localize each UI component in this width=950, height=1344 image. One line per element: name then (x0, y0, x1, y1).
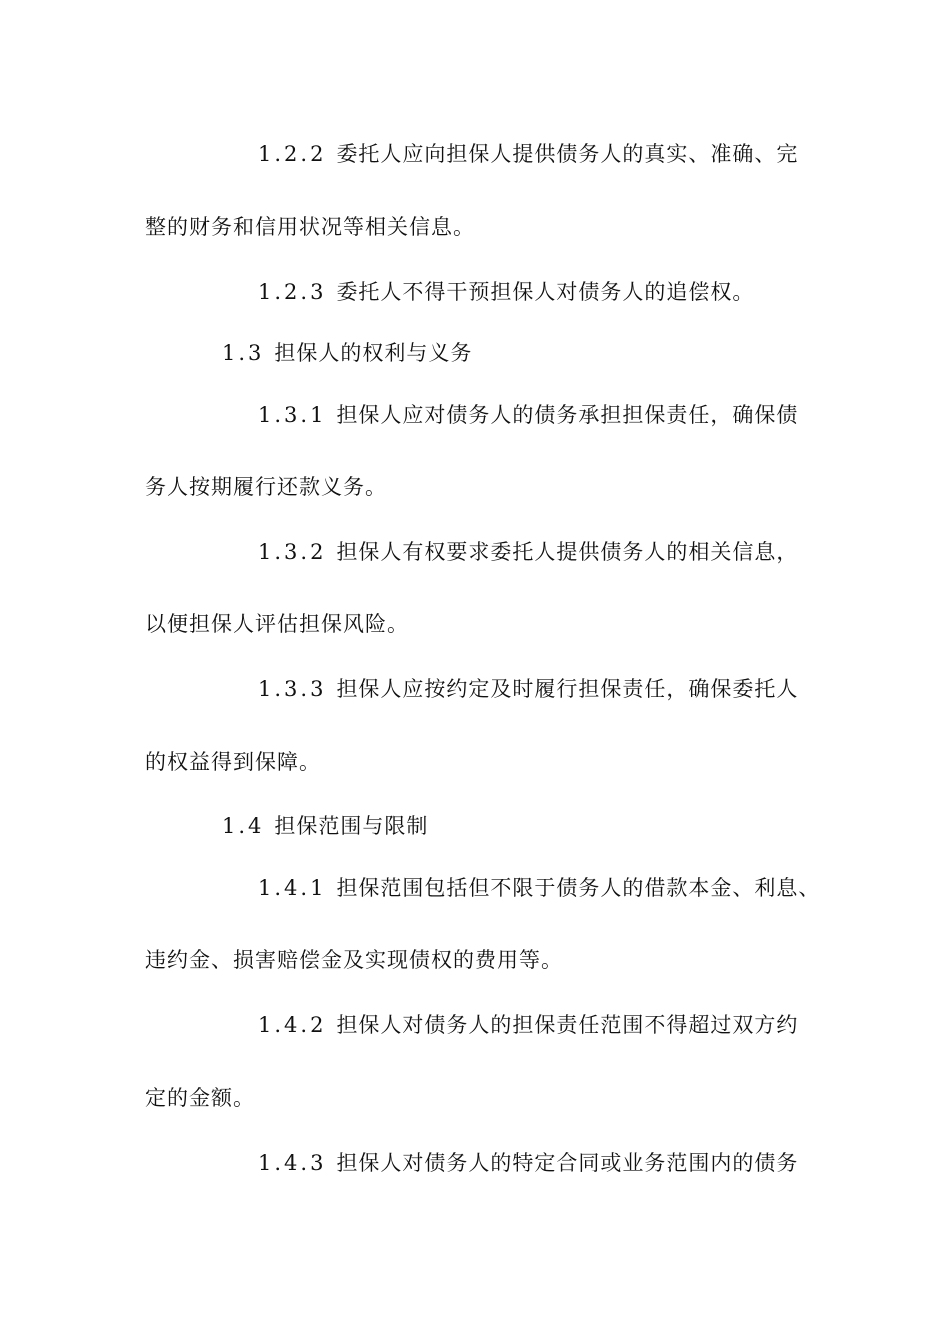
paragraph-1-2-3 (258, 278, 754, 306)
paragraph-text: 担保人对债务人的担保责任范围不得超过双方约 (336, 1013, 799, 1037)
paragraph-1-4-2-line-2 (145, 1084, 255, 1112)
paragraph-text: 委托人应向担保人提供债务人的真实、准确、完 (336, 142, 799, 166)
paragraph-text: 担保人对债务人的特定合同或业务范围内的债务 (336, 1151, 799, 1175)
paragraph-text: 以便担保人评估担保风险。 (145, 612, 409, 636)
heading-text: 担保人的权利与义务 (274, 341, 473, 365)
paragraph-text: 担保人应对债务人的债务承担担保责任，确保债 (336, 403, 799, 427)
paragraph-1-3-2-line-2 (145, 610, 409, 638)
paragraph-text: 务人按期履行还款义务。 (145, 475, 387, 499)
paragraph-number: 1.3.1 (258, 403, 327, 427)
paragraph-1-4-2-line-1 (258, 1011, 798, 1039)
paragraph-text: 定的金额。 (145, 1086, 255, 1110)
paragraph-1-3-1-line-2 (145, 473, 387, 501)
paragraph-1-2-2-line-2 (145, 213, 475, 241)
paragraph-number: 1.3.2 (258, 540, 327, 564)
paragraph-1-3-3-line-2 (145, 748, 321, 776)
paragraph-number: 1.2.3 (258, 280, 327, 304)
paragraph-1-2-2-line-1 (258, 140, 798, 168)
paragraph-text: 委托人不得干预担保人对债务人的追偿权。 (336, 280, 755, 304)
paragraph-text: 的权益得到保障。 (145, 750, 321, 774)
paragraph-text: 违约金、损害赔偿金及实现债权的费用等。 (145, 948, 563, 972)
heading-text: 担保范围与限制 (274, 814, 429, 838)
paragraph-text: 担保人应按约定及时履行担保责任，确保委托人 (336, 677, 799, 701)
paragraph-number: 1.4.3 (258, 1151, 327, 1175)
paragraph-number: 1.2.2 (258, 142, 327, 166)
paragraph-text: 担保范围包括但不限于债务人的借款本金、利息、 (336, 876, 821, 900)
paragraph-1-3-3-line-1 (258, 675, 798, 703)
paragraph-number: 1.3.3 (258, 677, 327, 701)
section-heading-1-3 (222, 339, 472, 367)
heading-number: 1.4 (222, 814, 265, 838)
paragraph-text: 整的财务和信用状况等相关信息。 (145, 215, 475, 239)
paragraph-1-4-3-line-1 (258, 1149, 798, 1177)
paragraph-1-3-2-line-1 (258, 538, 798, 566)
paragraph-number: 1.4.2 (258, 1013, 327, 1037)
section-heading-1-4 (222, 812, 428, 840)
paragraph-1-4-1-line-2 (145, 946, 563, 974)
paragraph-text: 担保人有权要求委托人提供债务人的相关信息， (336, 540, 799, 564)
paragraph-1-3-1-line-1 (258, 401, 798, 429)
paragraph-number: 1.4.1 (258, 876, 327, 900)
heading-number: 1.3 (222, 341, 265, 365)
paragraph-1-4-1-line-1 (258, 874, 820, 902)
